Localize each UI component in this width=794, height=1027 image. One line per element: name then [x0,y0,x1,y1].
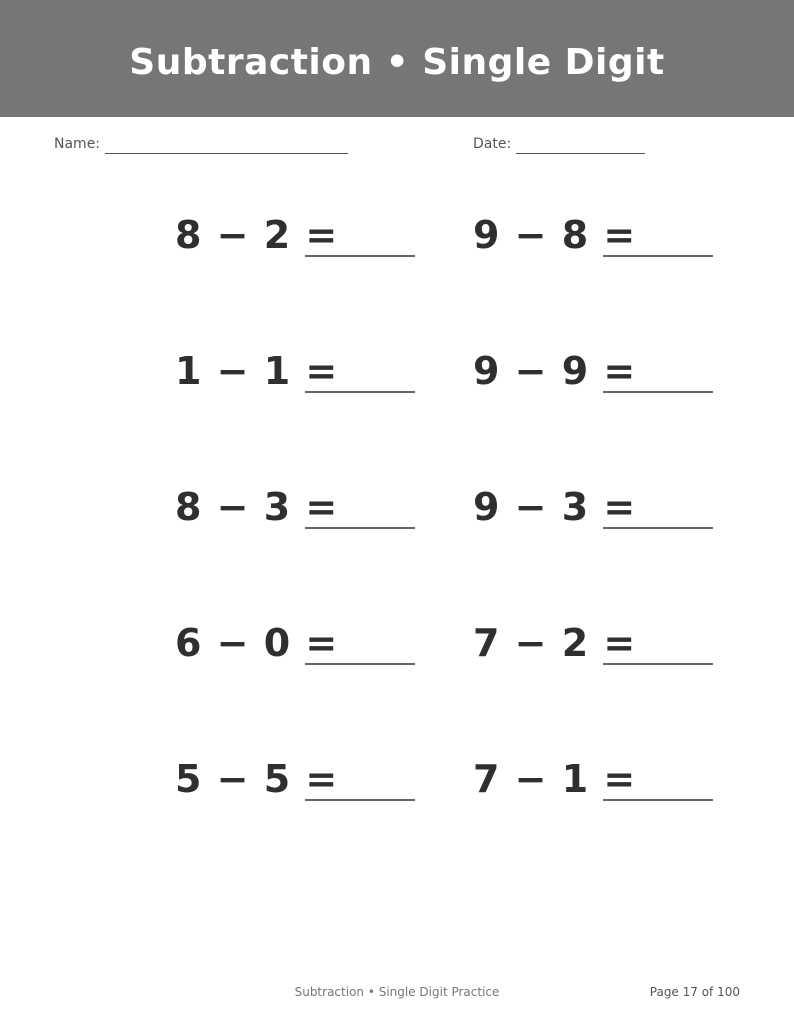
name-field [54,134,348,154]
page-title: Subtraction • Single Digit [129,42,665,83]
problem-text: 6 − 0 = [175,621,339,665]
problem-text: 1 − 1 = [175,349,339,393]
name-blank-line [105,137,348,154]
problem-text: 7 − 2 = [473,621,637,665]
page-header [0,0,794,117]
problem-text: 9 − 8 = [473,213,637,257]
answer-line [305,527,415,529]
answer-line [603,255,713,257]
answer-line [603,799,713,801]
answer-line [603,391,713,393]
problem-text: 8 − 2 = [175,213,339,257]
footer-title: Subtraction • Single Digit Practice [294,985,500,999]
name-label: Name: [54,136,101,152]
problem-text: 9 − 9 = [473,349,637,393]
problem-text: 9 − 3 = [473,485,637,529]
answer-line [603,527,713,529]
answer-line [305,799,415,801]
answer-line [603,663,713,665]
answer-line [305,255,415,257]
problem-text: 8 − 3 = [175,485,339,529]
problem-text: 5 − 5 = [175,757,339,801]
date-label: Date: [473,136,512,152]
date-field [473,134,645,154]
problem-text: 7 − 1 = [473,757,637,801]
answer-line [305,663,415,665]
answer-line [305,391,415,393]
date-blank-line [516,137,645,154]
page-number: Page 17 of 100 [649,985,740,999]
